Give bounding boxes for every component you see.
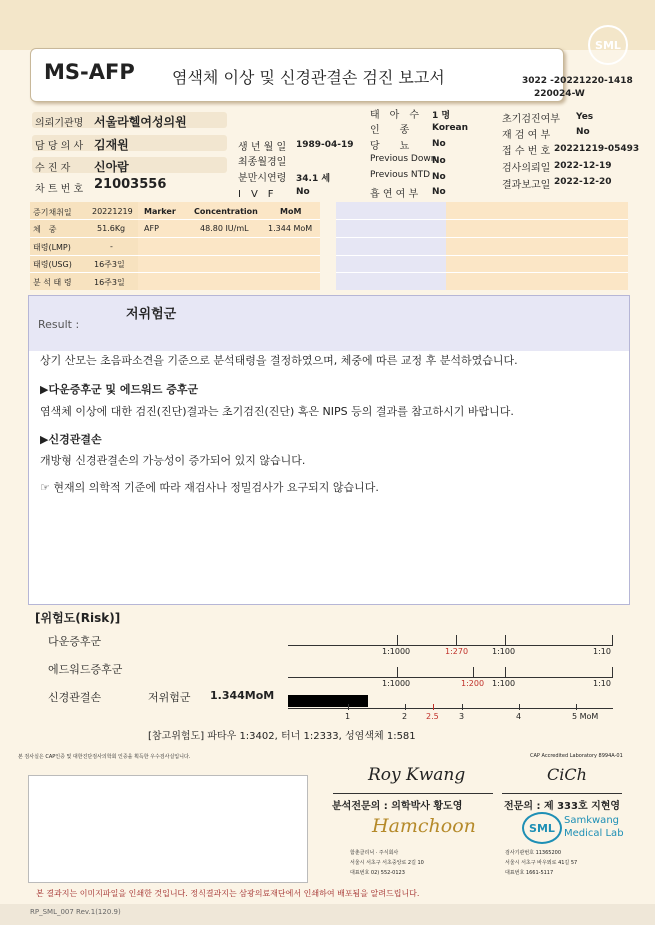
- age-label: 분만시연령: [238, 173, 287, 184]
- result-line-4: ☞ 현재의 의학적 기준에 따라 재검사나 정밀검사가 요구되지 않습니다.: [40, 481, 379, 494]
- sample-date-value: 20221219: [92, 207, 133, 216]
- grid-line: [336, 237, 628, 238]
- retest-value: No: [576, 127, 590, 137]
- disclaimer: 본 결과지는 이미지파일을 인쇄한 것입니다. 정식결과지는 삼광의료재단에서 인쇄하여 배포됨을 알려드립니다.: [36, 889, 420, 898]
- edwards-tick-label: 1:10: [593, 679, 611, 688]
- memo-box: [28, 775, 308, 883]
- analysis-label: 분 석 태 령: [33, 278, 72, 287]
- dob-label: 생 년 월 일: [238, 142, 287, 153]
- prev-down-value: No: [432, 156, 446, 166]
- chart-value: 21003556: [94, 177, 167, 192]
- ntd-tick: [519, 704, 520, 710]
- sample-date-label: 증기채취일: [33, 208, 72, 217]
- ntd-heading: ▶신경관결손: [40, 433, 102, 446]
- concentration-value: 48.80 IU/mL: [200, 224, 249, 233]
- result-label: Result :: [38, 318, 80, 331]
- extra-col2-bg: [446, 202, 628, 290]
- lmp-row-label: 태령(LMP): [33, 243, 71, 252]
- risk-title: [위험도(Risk)]: [35, 611, 121, 625]
- initial-label: 초기검진여부: [502, 114, 560, 125]
- ntd-risk-value: 저위험군: [148, 691, 191, 704]
- lmp-row-value: -: [110, 242, 113, 251]
- down-tick-label: 1:10: [593, 647, 611, 656]
- down-tick-label: 1:100: [492, 647, 516, 656]
- down-tick: [456, 635, 457, 645]
- edwards-tick: [473, 667, 474, 677]
- sml-name-1: Samkwang: [564, 815, 619, 826]
- ntd-tick-label: 1: [345, 712, 351, 721]
- age-value: 34.1 세: [296, 174, 331, 184]
- doctor-label: 담 당 의 사: [35, 141, 84, 152]
- extra-col-bg: [336, 202, 446, 290]
- accreditation-note: 본 검사실은 CAP인증 및 대한진단검사의학회 인증을 획득한 우수검사실입니다.: [18, 754, 191, 760]
- signature-2: CiCh: [547, 765, 587, 784]
- down-label: 다운증후군: [48, 635, 102, 648]
- receipt-label: 접 수 번 호: [502, 146, 551, 157]
- ivf-label: I V F: [238, 189, 274, 200]
- hamchoon-address-1: 함춘클리닉 · 주식회사: [350, 850, 399, 856]
- grid-line: [336, 255, 628, 256]
- grid-line: [30, 272, 320, 273]
- race-label: 인 종: [370, 125, 410, 136]
- doctor-value: 김재원: [94, 138, 129, 152]
- analysis-value: 16주3일: [94, 278, 125, 287]
- smoking-value: No: [432, 187, 446, 197]
- down-scale-line: [288, 645, 613, 646]
- result-line-1: 상기 산모는 초음파소견을 기준으로 분석태령을 결정하였으며, 체중에 따른 교정 후 분석하였습니다.: [40, 354, 518, 367]
- report-number: 3022 -20221220-1418: [522, 76, 633, 86]
- lmp-label: 최종월경일: [238, 157, 287, 168]
- sml-address-1: 검사기관번호 11365200: [505, 850, 562, 856]
- diabetes-value: No: [432, 139, 446, 149]
- result-value: 저위험군: [126, 307, 177, 322]
- ntd-tick: [576, 704, 577, 710]
- grid-line: [30, 237, 320, 238]
- ntd-cutoff-label: 2.5: [426, 712, 439, 721]
- hamchoon-logo: Hamchoon: [372, 815, 476, 837]
- ntd-tick: [348, 704, 349, 710]
- down-edwards-heading: ▶다운증후군 및 에드워드 증후군: [40, 383, 199, 396]
- grid-line: [336, 272, 628, 273]
- prev-ntd-label: Previous NTD: [370, 170, 431, 180]
- mom-header: MoM: [280, 207, 302, 216]
- test-date-value: 2022-12-19: [554, 161, 612, 171]
- patient-label: 수 진 자: [35, 163, 71, 174]
- grid-line: [30, 219, 320, 220]
- reference-risk: [참고위험도] 파타우 1:3402, 터너 1:2333, 성염색체 1:581: [148, 731, 416, 742]
- hamchoon-address-2: 서울시 서초구 서초중앙로 2길 10: [350, 860, 424, 866]
- result-header: [29, 296, 629, 351]
- edwards-tick: [397, 667, 398, 677]
- race-value: Korean: [432, 123, 469, 133]
- weight-value: 51.6Kg: [97, 224, 126, 233]
- grid-line: [336, 219, 628, 220]
- signature-2-label: 전문의 : 제 333호 지현영: [504, 801, 621, 812]
- result-date-value: 2022-12-20: [554, 177, 612, 187]
- hamchoon-address-3: 대표번호 02) 552-0123: [350, 870, 405, 876]
- down-cutoff-label: 1:270: [445, 647, 469, 656]
- edwards-tick-label: 1:1000: [382, 679, 411, 688]
- ntd-mom-value: 1.344MoM: [210, 689, 275, 702]
- ntd-tick-label: 3: [459, 712, 465, 721]
- ntd-tick-label: 2: [402, 712, 408, 721]
- sml-address-2: 서울시 서초구 바우뫼로 41길 57: [505, 860, 578, 866]
- edwards-tick-label: 1:100: [492, 679, 516, 688]
- sml-logo-text: SML: [595, 38, 621, 52]
- initial-value: Yes: [576, 112, 594, 122]
- signature-line-2: [502, 793, 622, 794]
- top-band: [0, 0, 655, 50]
- report-number-suffix: 220024-W: [534, 89, 585, 99]
- result-line-3: 개방형 신경관결손의 가능성이 증가되어 있지 않습니다.: [40, 454, 306, 467]
- form-code: RP_SML_007 Rev.1(120.9): [30, 908, 121, 916]
- ntd-scale-line: [288, 708, 613, 709]
- sml-address-3: 대표번호 1661-5117: [505, 870, 554, 876]
- edwards-tick: [612, 667, 613, 677]
- cap-note: CAP Accredited Laboratory 8994A-01: [530, 753, 623, 759]
- signature-line-1: [333, 793, 493, 794]
- retest-label: 재 검 여 부: [502, 130, 551, 141]
- sml-logo-text: SML: [529, 821, 555, 835]
- institution-value: 서울라헬여성의원: [94, 115, 187, 129]
- patient-value: 신아람: [94, 160, 129, 174]
- prev-down-label: Previous Down: [370, 154, 437, 164]
- sml-logo-icon: [588, 25, 628, 65]
- test-date-label: 검사의뢰일: [502, 163, 551, 174]
- fetus-value: 1 명: [432, 111, 451, 121]
- signature-1-label: 분석전문의 : 의학박사 황도영: [332, 801, 463, 812]
- weight-label: 체 중: [33, 225, 57, 234]
- edwards-tick: [505, 667, 506, 677]
- sml-name-2: Medical Lab: [564, 828, 624, 839]
- report-title: MS-AFP: [44, 60, 135, 84]
- smoking-label: 흡 연 여 부: [370, 189, 419, 200]
- usg-label: 태령(USG): [33, 260, 72, 269]
- ntd-tick: [462, 704, 463, 710]
- down-tick: [397, 635, 398, 645]
- grid-line: [30, 255, 320, 256]
- dob-value: 1989-04-19: [296, 140, 354, 150]
- signature-1: Roy Kwang: [368, 765, 466, 785]
- institution-label: 의뢰기관명: [35, 118, 84, 129]
- down-tick: [612, 635, 613, 645]
- ntd-tick-label: 4: [516, 712, 522, 721]
- result-box: [28, 295, 630, 605]
- report-subtitle: 염색체 이상 및 신경관결손 검진 보고서: [172, 68, 445, 87]
- usg-value: 16주3일: [94, 260, 125, 269]
- fetus-label: 태 아 수: [370, 110, 419, 121]
- ntd-tick-label: 5 MoM: [572, 712, 599, 721]
- ntd-mom-bar: [288, 695, 368, 707]
- marker-value: AFP: [144, 224, 159, 233]
- edwards-cutoff-label: 1:200: [461, 679, 485, 688]
- ivf-value: No: [296, 187, 310, 197]
- edwards-label: 에드워드증후군: [48, 663, 123, 676]
- chart-label: 차 트 번 호: [35, 184, 84, 195]
- ntd-label: 신경관결손: [48, 691, 102, 704]
- marker-header: Marker: [144, 207, 176, 216]
- result-line-2: 염색체 이상에 대한 검진(진단)결과는 초기검진(진단) 혹은 NIPS 등의 결과를 참고하시기 바랍니다.: [40, 405, 514, 418]
- mom-value: 1.344 MoM: [268, 224, 313, 233]
- concentration-header: Concentration: [194, 207, 258, 216]
- diabetes-label: 당 뇨: [370, 141, 410, 152]
- down-tick: [505, 635, 506, 645]
- down-tick-label: 1:1000: [382, 647, 411, 656]
- ntd-tick: [405, 704, 406, 710]
- sml-logo-icon: [522, 812, 562, 844]
- receipt-value: 20221219-05493: [554, 144, 640, 154]
- ntd-cutoff-tick: [433, 704, 434, 710]
- edwards-scale-line: [288, 677, 613, 678]
- result-date-label: 결과보고일: [502, 180, 551, 191]
- prev-ntd-value: No: [432, 172, 446, 182]
